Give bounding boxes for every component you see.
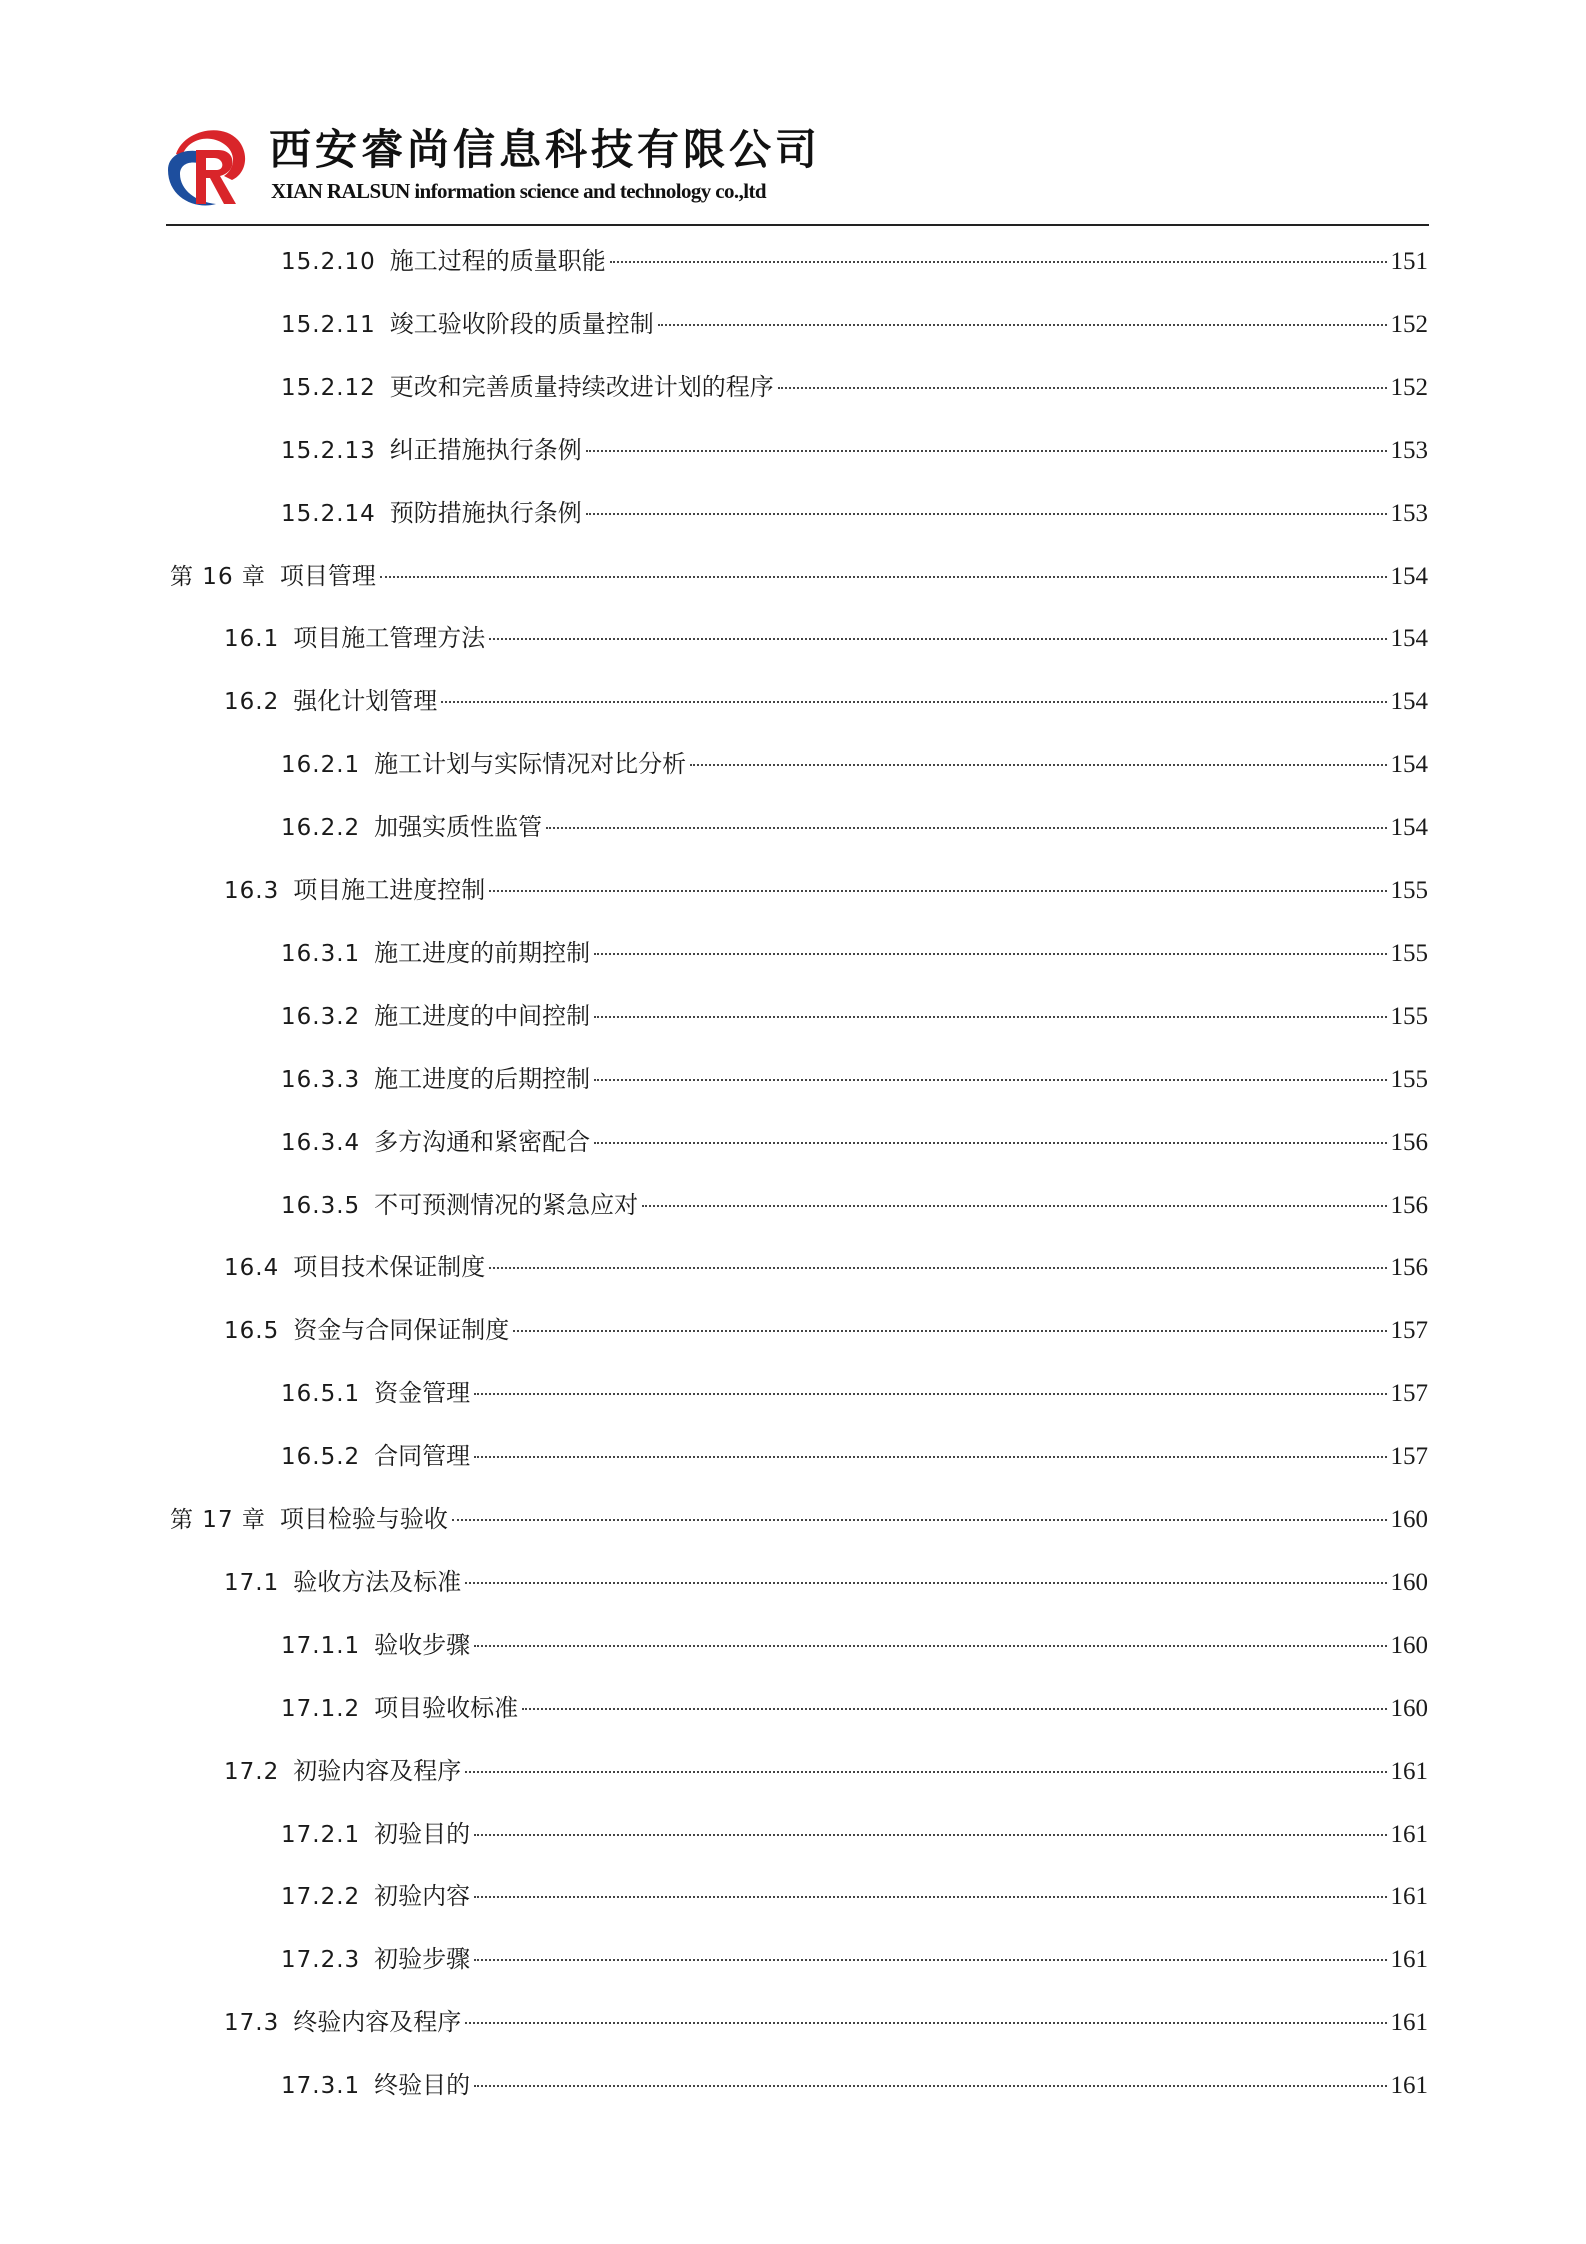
toc-dot-leader: [380, 576, 1387, 578]
toc-entry[interactable]: [281, 1059, 1428, 1099]
toc-entry-page: 161: [1390, 2072, 1428, 2099]
toc-entry-number: 15.2.14: [281, 501, 376, 527]
toc-entry-number: 15.2.11: [281, 312, 376, 338]
toc-entry-number: 16.5.2: [281, 1444, 361, 1470]
toc-entry-number: 15.2.13: [281, 438, 376, 464]
toc-dot-leader: [474, 1896, 1386, 1898]
toc-dot-leader: [642, 1205, 1386, 1207]
toc-entry-number: 16.5: [224, 1318, 280, 1344]
logo-blue-swoosh: [168, 151, 216, 206]
toc-entry-number: 16.5.1: [281, 1381, 361, 1407]
page-header: [166, 124, 1428, 224]
toc-dot-leader: [586, 513, 1387, 515]
toc-entry-title: 终验内容及程序: [293, 2008, 462, 2036]
toc-dot-leader: [610, 261, 1387, 263]
toc-entry-title: 资金与合同保证制度: [293, 1316, 510, 1344]
toc-entry-page: 152: [1390, 311, 1428, 338]
toc-entry-title: 项目管理: [279, 562, 376, 590]
toc-entry[interactable]: [281, 1625, 1428, 1665]
toc-entry-number: 15.2.12: [281, 375, 376, 401]
toc-entry[interactable]: [224, 2002, 1428, 2042]
toc-entry-title: 多方沟通和紧密配合: [374, 1128, 591, 1156]
toc-entry-number: 17.3: [224, 2010, 280, 2036]
toc-dot-leader: [586, 450, 1387, 452]
toc-entry-page: 155: [1390, 940, 1428, 967]
toc-dot-leader: [594, 1016, 1386, 1018]
toc-dot-leader: [489, 890, 1386, 892]
toc-dot-leader: [522, 1708, 1386, 1710]
toc-entry[interactable]: [281, 807, 1428, 847]
toc-dot-leader: [474, 1393, 1386, 1395]
toc-entry-page: 151: [1390, 248, 1428, 275]
toc-entry-page: 161: [1390, 1946, 1428, 1973]
toc-entry[interactable]: [281, 241, 1428, 281]
toc-entry-title: 初验内容: [374, 1882, 471, 1910]
toc-dot-leader: [489, 1267, 1386, 1269]
toc-dot-leader: [465, 2022, 1386, 2024]
toc-entry[interactable]: [281, 1939, 1428, 1979]
toc-entry-number: 16.3.5: [281, 1193, 361, 1219]
toc-dot-leader: [546, 827, 1386, 829]
toc-entry-page: 157: [1390, 1317, 1428, 1344]
toc-entry-number: 16.1: [224, 626, 280, 652]
toc-entry[interactable]: [224, 870, 1428, 910]
toc-entry-title: 纠正措施执行条例: [389, 436, 582, 464]
toc-entry[interactable]: [281, 2065, 1428, 2105]
toc-entry-number: 17.2.1: [281, 1822, 361, 1848]
toc-entry-title: 施工进度的后期控制: [374, 1065, 591, 1093]
toc-entry[interactable]: [281, 744, 1428, 784]
toc-entry[interactable]: [281, 1436, 1428, 1476]
toc-entry-page: 161: [1390, 1883, 1428, 1910]
toc-entry-page: 154: [1390, 688, 1428, 715]
toc-entry-title: 初验步骤: [374, 1945, 471, 1973]
toc-entry[interactable]: [281, 933, 1428, 973]
toc-dot-leader: [465, 1582, 1386, 1584]
toc-entry-number: 16.3.4: [281, 1130, 361, 1156]
toc-dot-leader: [474, 1959, 1386, 1961]
toc-dot-leader: [452, 1519, 1387, 1521]
toc-entry[interactable]: [281, 996, 1428, 1036]
toc-entry-number: 16.2: [224, 689, 280, 715]
toc-dot-leader: [594, 1079, 1386, 1081]
toc-entry-page: 152: [1390, 374, 1428, 401]
toc-entry-page: 154: [1390, 751, 1428, 778]
toc-entry-title: 施工计划与实际情况对比分析: [374, 750, 687, 778]
toc-entry-page: 156: [1390, 1129, 1428, 1156]
toc-entry-number: 第 16 章: [170, 564, 266, 590]
toc-dot-leader: [474, 1456, 1386, 1458]
toc-dot-leader: [474, 1645, 1386, 1647]
toc-entry-title: 合同管理: [374, 1442, 471, 1470]
toc-entry[interactable]: [281, 1876, 1428, 1916]
toc-dot-leader: [513, 1330, 1386, 1332]
toc-entry-title: 强化计划管理: [293, 687, 438, 715]
toc-entry-title: 资金管理: [374, 1379, 471, 1407]
toc-entry-title: 项目检验与验收: [279, 1505, 448, 1533]
toc-entry-page: 154: [1390, 814, 1428, 841]
toc-entry-page: 154: [1390, 625, 1428, 652]
toc-dot-leader: [489, 638, 1386, 640]
toc-entry-page: 156: [1390, 1192, 1428, 1219]
toc-entry[interactable]: [281, 1373, 1428, 1413]
toc-entry-number: 第 17 章: [170, 1507, 266, 1533]
company-logo: [166, 124, 248, 210]
toc-entry-title: 验收步骤: [374, 1631, 471, 1659]
toc-entry-title: 项目验收标准: [374, 1694, 519, 1722]
toc-entry-page: 155: [1390, 877, 1428, 904]
toc-entry-title: 不可预测情况的紧急应对: [374, 1191, 639, 1219]
company-name-cn: 西安睿尚信息科技有限公司: [269, 125, 822, 174]
toc-entry-title: 施工进度的中间控制: [374, 1002, 591, 1030]
toc-entry[interactable]: [281, 367, 1428, 407]
toc-entry-page: 157: [1390, 1443, 1428, 1470]
toc-entry[interactable]: [170, 1499, 1428, 1539]
toc-entry-page: 160: [1390, 1632, 1428, 1659]
toc-entry-number: 17.1.1: [281, 1633, 361, 1659]
toc-entry-page: 154: [1390, 563, 1428, 590]
toc-entry-page: 160: [1390, 1695, 1428, 1722]
toc-entry-page: 155: [1390, 1003, 1428, 1030]
toc-dot-leader: [658, 324, 1387, 326]
toc-entry-number: 16.3: [224, 878, 280, 904]
toc-entry-title: 竣工验收阶段的质量控制: [389, 310, 654, 338]
toc-entry-title: 更改和完善质量持续改进计划的程序: [389, 373, 774, 401]
toc-entry-title: 施工过程的质量职能: [389, 247, 606, 275]
header-divider: [166, 224, 1429, 226]
toc-entry[interactable]: [224, 1247, 1428, 1287]
toc-entry-number: 17.1.2: [281, 1696, 361, 1722]
toc-entry-number: 16.3.1: [281, 941, 361, 967]
toc-entry[interactable]: [224, 618, 1428, 658]
toc-entry[interactable]: [170, 556, 1428, 596]
toc-entry-page: 161: [1390, 2009, 1428, 2036]
toc-dot-leader: [594, 953, 1386, 955]
toc-entry[interactable]: [224, 1310, 1428, 1350]
toc-entry[interactable]: [224, 1562, 1428, 1602]
toc-dot-leader: [778, 387, 1387, 389]
toc-dot-leader: [594, 1142, 1386, 1144]
toc-entry-number: 16.2.2: [281, 815, 361, 841]
toc-dot-leader: [474, 1834, 1386, 1836]
toc-entry-number: 16.3.3: [281, 1067, 361, 1093]
toc-entry-page: 153: [1390, 437, 1428, 464]
toc-entry[interactable]: [224, 681, 1428, 721]
toc-entry-page: 160: [1390, 1569, 1428, 1596]
toc-dot-leader: [465, 1771, 1386, 1773]
toc-entry[interactable]: [281, 304, 1428, 344]
toc-entry-title: 项目施工管理方法: [293, 624, 486, 652]
toc-entry-title: 初验目的: [374, 1820, 471, 1848]
toc-entry-page: 161: [1390, 1821, 1428, 1848]
toc-dot-leader: [474, 2085, 1386, 2087]
toc-entry-number: 16.4: [224, 1255, 280, 1281]
toc-entry-title: 施工进度的前期控制: [374, 939, 591, 967]
toc-entry-page: 160: [1390, 1506, 1428, 1533]
toc-entry-title: 加强实质性监管: [374, 813, 543, 841]
toc-entry-number: 16.2.1: [281, 752, 361, 778]
toc-entry-title: 预防措施执行条例: [389, 499, 582, 527]
toc-entry-title: 初验内容及程序: [293, 1757, 462, 1785]
toc-entry-page: 153: [1390, 500, 1428, 527]
toc-entry-page: 155: [1390, 1066, 1428, 1093]
toc-entry-title: 项目施工进度控制: [293, 876, 486, 904]
toc-entry-number: 15.2.10: [281, 249, 376, 275]
toc-entry-page: 157: [1390, 1380, 1428, 1407]
toc-entry-page: 161: [1390, 1758, 1428, 1785]
toc-entry-title: 终验目的: [374, 2071, 471, 2099]
toc-entry-number: 17.2.3: [281, 1947, 361, 1973]
toc-entry[interactable]: [281, 493, 1428, 533]
toc-entry[interactable]: [281, 430, 1428, 470]
toc-entry-number: 17.1: [224, 1570, 280, 1596]
toc-entry[interactable]: [281, 1185, 1428, 1225]
toc-entry[interactable]: [281, 1688, 1428, 1728]
toc-entry-title: 项目技术保证制度: [293, 1253, 486, 1281]
toc-entry-number: 17.3.1: [281, 2073, 361, 2099]
toc-entry-title: 验收方法及标准: [293, 1568, 462, 1596]
toc-entry-number: 16.3.2: [281, 1004, 361, 1030]
toc-entry[interactable]: [224, 1751, 1428, 1791]
toc-entry-page: 156: [1390, 1254, 1428, 1281]
toc-entry-number: 17.2.2: [281, 1884, 361, 1910]
toc-entry[interactable]: [281, 1122, 1428, 1162]
toc-entry[interactable]: [281, 1814, 1428, 1854]
toc-dot-leader: [441, 701, 1386, 703]
toc-entry-number: 17.2: [224, 1759, 280, 1785]
toc-dot-leader: [690, 764, 1386, 766]
company-name-en: XIAN RALSUN information science and technology co.,ltd: [271, 179, 766, 203]
